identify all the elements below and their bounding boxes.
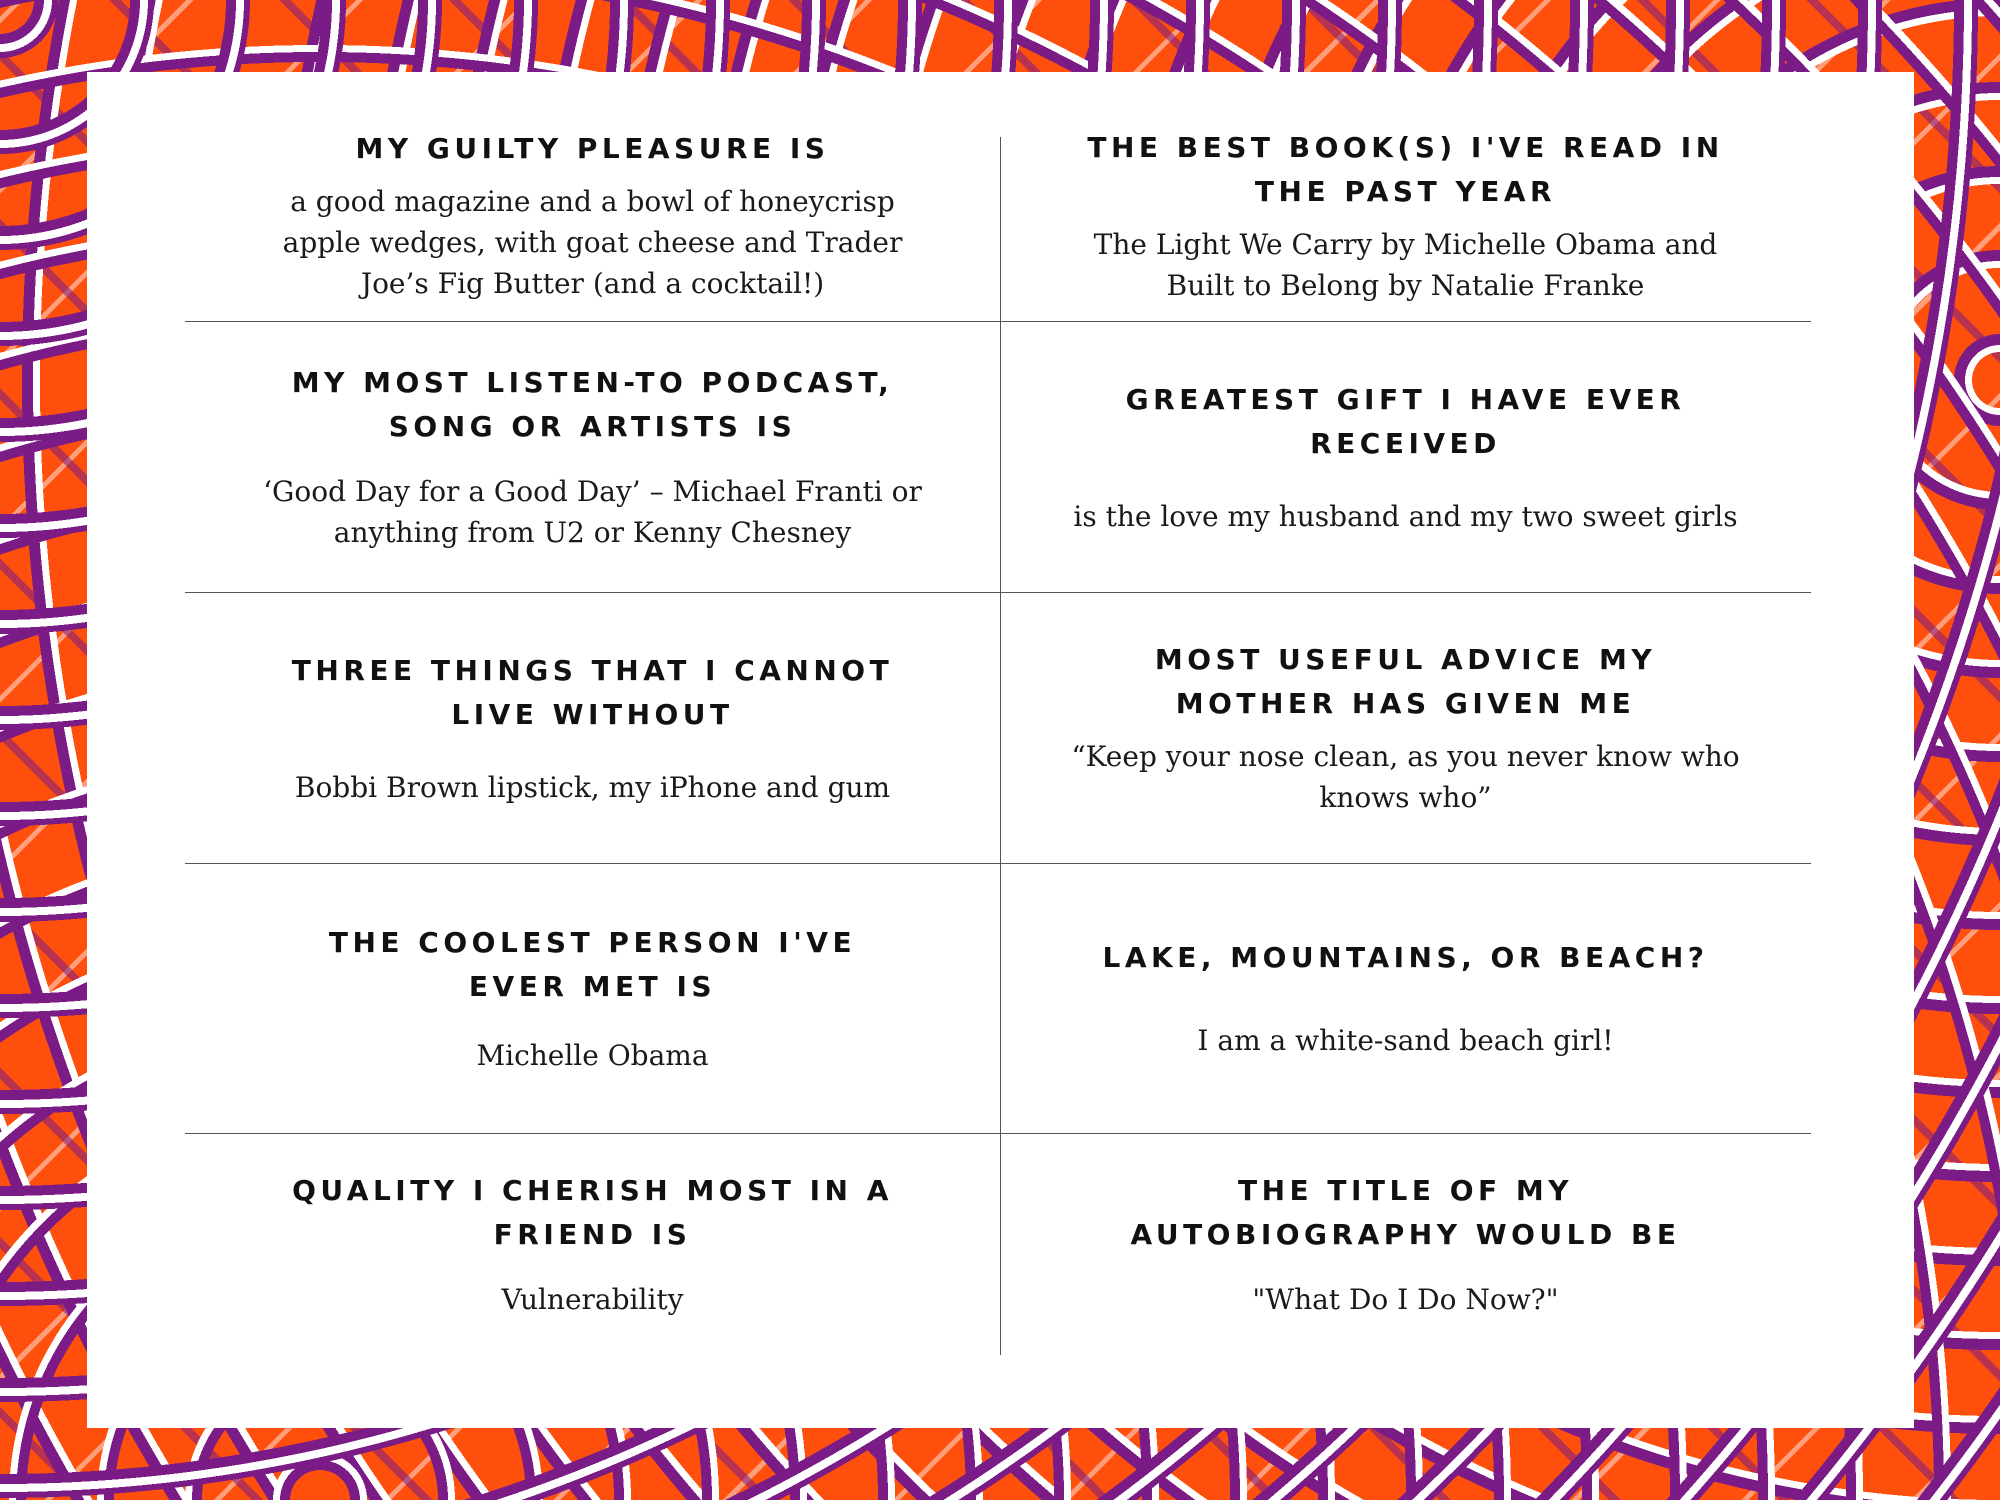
question-label: THE COOLEST PERSON I'VE EVER MET IS <box>328 926 857 1003</box>
qa-cell-mother-advice <box>1000 593 1811 863</box>
qa-cell-greatest-gift <box>1000 322 1811 592</box>
question-label: LAKE, MOUNTAINS, OR BEACH? <box>1102 941 1709 974</box>
answer-text: I am a white-sand beach girl! <box>1197 1024 1614 1057</box>
question-label: MOST USEFUL ADVICE MY MOTHER HAS GIVEN ME <box>1154 643 1657 720</box>
qa-cell-autobiography-title <box>1000 1134 1811 1355</box>
answer-text: “Keep your nose clean, as you never know who knows who” <box>1071 740 1740 814</box>
answer-text: The Light We Carry by Michelle Obama and Built to Belong by Natalie Franke <box>1093 227 1718 302</box>
qa-cell-best-books <box>1000 110 1811 321</box>
answer-text: "What Do I Do Now?" <box>1252 1283 1559 1316</box>
answer-text: is the love my husband and my two sweet girls <box>1073 499 1738 533</box>
answer-text: a good magazine and a bowl of honeycrisp apple wedges, with goat cheese and Trader Joe’s Fig Butter (and a cocktail!) <box>282 185 903 300</box>
answer-text: Bobbi Brown lipstick, my iPhone and gum <box>294 770 891 804</box>
question-label: THE TITLE OF MY AUTOBIOGRAPHY WOULD BE <box>1130 1174 1681 1251</box>
qa-cell-lake-mountains-beach <box>1000 864 1811 1133</box>
qa-cell-friend-quality <box>185 1134 1000 1355</box>
qa-cell-coolest-person <box>185 864 1000 1133</box>
answer-text: Vulnerability <box>501 1283 684 1316</box>
question-label: THREE THINGS THAT I CANNOT LIVE WITHOUT <box>291 653 894 731</box>
question-label: MY MOST LISTEN-TO PODCAST, SONG OR ARTISTS IS <box>291 366 894 443</box>
qa-cell-guilty-pleasure <box>185 110 1000 321</box>
answer-text: ‘Good Day for a Good Day’ – Michael Franti or anything from U2 or Kenny Chesney <box>263 475 922 549</box>
question-label: GREATEST GIFT I HAVE EVER RECEIVED <box>1125 382 1686 460</box>
question-label: MY GUILTY PLEASURE IS <box>355 132 830 165</box>
answer-text: Michelle Obama <box>476 1039 709 1072</box>
qa-cell-podcast <box>185 322 1000 592</box>
question-label: QUALITY I CHERISH MOST IN A FRIEND IS <box>292 1174 893 1251</box>
qa-cell-cannot-live-without <box>185 593 1000 863</box>
question-label: THE BEST BOOK(S) I'VE READ IN THE PAST YEAR <box>1087 130 1724 208</box>
